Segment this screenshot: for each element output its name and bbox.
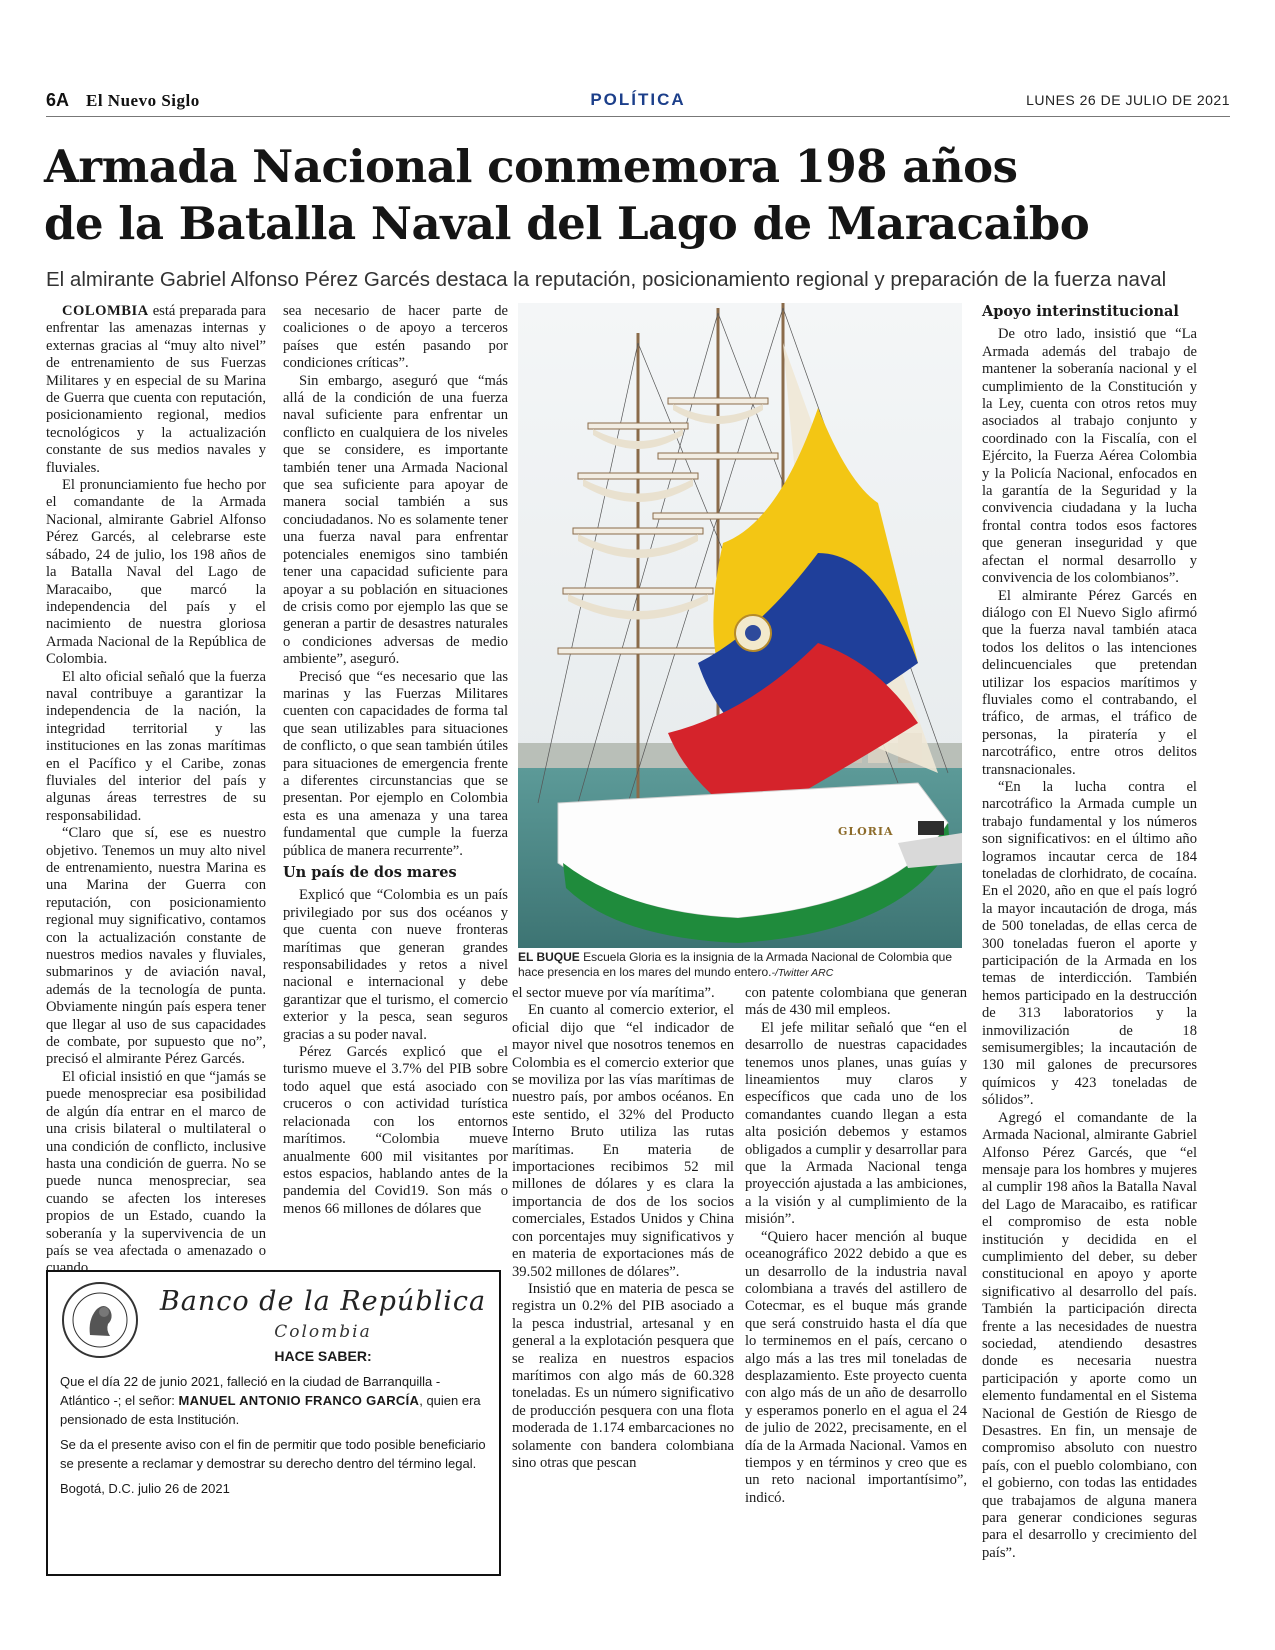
paragraph: “Claro que sí, ese es nuestro objetivo. Tenemos un muy alto nivel de entrenamiento, nuestra Marina es una Marina der Guerra con reputación, con posicionamiento regional muy significativo, contamos con la actualización constante de nuestros medios navales y fluviales, submarinos y de aviación naval, además de la tecnología de punta. Obviamente ningún país espera tener que llegar al uso de sus capacidades de combate, por supuesto que no”, precisó el almirante Pérez Garcés. [46, 825, 266, 1068]
ship-name-text: GLORIA [838, 825, 894, 838]
bank-name: Banco de la República [159, 1286, 487, 1317]
notice-text: Que el día 22 de junio 2021, falleció en la ciudad de Barranquilla - Atlántico -; el señor: [60, 1374, 441, 1408]
ship-photo [518, 303, 962, 948]
paragraph: con patente colombiana que generan más de 430 mil empleos. [745, 985, 967, 1019]
caption-text: Escuela Gloria es la insignia de la Armada Nacional de Colombia que hace presencia en los mares del mundo entero. [518, 950, 953, 979]
paragraph: “Quiero hacer mención al buque oceanográfico 2022 debido a que es un desarrollo de la industria naval colombiana a través del astillero de Cotecmar, es el buque más grande que será construido hasta el día que lo terminemos en el país, cercano o algo más a las tres mil toneladas de desplazamiento. Este proyecto cuenta con algo más de un año de desarrollo y esperamos ponerlo en el agua el 24 de julio de 2022, precisamente, en el día de la Armada Nacional. Vamos en tiempos y en términos y creo que es un reto nacional importantísimo”, indicó. [745, 1228, 967, 1506]
page-number: 6A [46, 90, 70, 110]
bank-seal-logo [60, 1280, 140, 1360]
page-header [46, 90, 1230, 116]
photo-caption [518, 950, 962, 981]
paragraph [46, 303, 266, 477]
headline [44, 138, 1234, 252]
subheadline: El almirante Gabriel Alfonso Pérez Garcés destaca la reputación, posicionamiento regional y preparación de la fuerza naval [46, 268, 1167, 291]
issue-date: LUNES 26 DE JULIO DE 2021 [1026, 92, 1230, 108]
paragraph: Insistió que en materia de pesca se registra un 0.2% del PIB asociado a la pesca industrial, artesanal y en general a la explotación pesquera que se realiza en nuestros espacios marítimos con algo más de 60.328 toneladas. Es un número significativo de producción pesquera con una flota moderada de 1.174 embarcaciones no solamente con bandera colombiana sino otras que pescan [512, 1280, 734, 1471]
paragraph: “En la lucha contra el narcotráfico la Armada cumple un trabajo fundamental y los números son significativos: en el último año logramos incautar cerca de 184 toneladas de clorhidrato, de cocaína. En el 2020, año en que el país logró la mayor incautación de droga, más de 500 toneladas, de ellas cerca de 300 toneladas fueron el aporte y participación de la Armada en los temas de interdicción. También hemos participado en la destrucción de 313 laboratorios y la inmovilización de 18 semisumergibles; la incautación de 130 mil galones de precursores químicos y 423 toneladas de sólidos”. [982, 778, 1197, 1109]
paragraph: El almirante Pérez Garcés en diálogo con El Nuevo Siglo afirmó que la fuerza naval también ataca todos los delitos o las intenciones delincuenciales que pretendan utilizar los espacios marítimos y fluviales como el contrabando, el tráfico, de armas, el tráfico de personas, la piratería y el narcotráfico, entre otros delitos transnacionales. [982, 587, 1197, 778]
paragraph: Precisó que “es necesario que las marinas y las Fuerzas Militares cuenten con capacidades de forma tal que sean utilizables para situaciones de conflicto, o que sean también útiles para situaciones de emergencia frente a diferentes circunstancias que se presentan. Por ejemplo en Colombia esta es una amenaza y una tarea fundamental que cumple la fuerza pública de manera recurrente”. [283, 668, 508, 859]
paragraph: Agregó el comandante de la Armada Nacional, almirante Gabriel Alfonso Pérez Garcés, que “el mensaje para los hombres y mujeres al cumplir 198 años la Batalla Naval del Lago de Maracaibo, es ratificar el compromiso de esta noble institución y decidida en el cumplimiento del deber, su deber constitucional en apoyo y aporte significativo al desarrollo del país. También la participación directa frente a las necesidades de nuestra sociedad, atendiendo desastres donde es necesaria nuestra participación y aporte como un elemento fundamental en el Sistema Nacional de Gestión de Riesgo de Desastres. En fin, un mensaje de compromiso absoluto con nuestro país, con el pueblo colombiano, con el gobierno, con todas las entidades que trabajamos de alguna manera para generar condiciones seguras para el desarrollo y crecimiento del país”. [982, 1109, 1197, 1561]
notice-paragraph: Se da el presente aviso con el fin de permitir que todo posible beneficiario se presente a reclamar y demostrar su derecho dentro del término legal. [60, 1437, 486, 1471]
paragraph: El pronunciamiento fue hecho por el comandante de la Armada Nacional, almirante Gabriel Alfonso Pérez Garcés, al celebrarse este sábado, 24 de julio, los 198 años de la Batalla Naval del Lago de Maracaibo, que marcó la independencia del país y el nacimiento de nuestra gloriosa Armada Nacional de la República de Colombia. [46, 477, 266, 668]
paragraph: sea necesario de hacer parte de coaliciones o de apoyo a terceros países que estén pasando por condiciones críticas”. [283, 303, 508, 372]
article-column-5 [982, 303, 1197, 1613]
article-column-2 [283, 303, 508, 1241]
article-column-4 [745, 985, 967, 1605]
masthead: El Nuevo Siglo [86, 91, 200, 110]
paragraph: el sector mueve por vía marítima”. [512, 985, 715, 1001]
paragraph: De otro lado, insistió que “La Armada además del trabajo de mantener la soberanía nacional y el cumplimiento de la Constitución y la Ley, cuenta con otros retos muy asociados al trabajo conjunto y coordinado con la Fiscalía, con el Ejército, la Fuerza Aérea Colombia y la Policía Nacional, enfocados en la garantía de la Seguridad y la convivencia ciudadana y la lucha frontal contra todos esos factores que generan inseguridad y que afectan el normal desarrollo y convivencia de los colombianos”. [982, 326, 1197, 587]
paragraph: El jefe militar señaló que “en el desarrollo de nuestras capacidades tenemos unos planes, unas guías y lineamientos muy claros y específicos que cada uno de los comandantes cuando llegan a esta alta posición debemos y estamos obligados a cumplir y desarrollar para que la Armada Nacional tenga proyección ajustada a las ambiciones, a la visión y al cumplimiento de la misión”. [745, 1019, 967, 1228]
notice-paragraph [60, 1372, 488, 1429]
paragraph: El oficial insistió en que “jamás se puede menospreciar esa posibilidad de algún día entrar en el marco de una crisis bilateral o multilateral o una condición de conflicto, inclusive hasta una condición de guerra. No se puede nunca menospreciar, sea cuando se afecten los intereses propios de un Estado, cuando la soberanía y la supervivencia de un país se vea afectada o amenazado o cuando [46, 1068, 266, 1277]
photo-credit: -/Twitter ARC [771, 967, 834, 979]
notice-body [60, 1372, 488, 1504]
bank-notice [46, 1270, 501, 1576]
paragraph-text: está preparada para enfrentar las amenazas internas y externas gracias al “muy alto nivel” de entrenamiento de sus Fuerzas Militares y en especial de su Marina de Guerra que cuenta con reputación, posicionamiento regional, medios tecnológicos y la actualización constante de sus medios navales y fluviales. [46, 303, 266, 476]
notice-heading: HACE SABER: [274, 1348, 372, 1364]
paragraph: Explicó que “Colombia es un país privilegiado por sus dos océanos y que cuenta con nueve fronteras marítimas que generan grandes responsabilidades y retos a nivel nacional e internacional y debe garantizar que el turismo, el comercio exterior y la pesca, sean seguros gracias a su poder naval. [283, 887, 508, 1043]
header-rule [46, 116, 1230, 117]
section-label: POLÍTICA [590, 90, 686, 109]
bank-country: Colombia [274, 1322, 372, 1342]
paragraph: El alto oficial señaló que la fuerza naval contribuye a garantizar la independencia de la nación, la integridad territorial y las instituciones en las zonas marítimas en el Pacífico y el Caribe, zonas fluviales del interior del país y algunas áreas terrestres de su responsabilidad. [46, 668, 266, 824]
section-subheading: Apoyo interinstitucional [982, 303, 1179, 320]
paragraph: Pérez Garcés explicó que el turismo mueve el 3.7% del PIB sobre todo aquel que está asociado con cruceros o con actividad turística relacionada con los entornos marítimos. “Colombia mueve anualmente 600 mil visitantes por estos espacios, hablando antes de la pandemia del Covid19. Son más o menos 66 millones de dólares que [283, 1044, 508, 1217]
paragraph: Sin embargo, aseguró que “más allá de la condición de una fuerza naval suficiente para enfrentar un conflicto en cualquiera de los niveles que se considere, es importante también tener una Armada Nacional que sea suficiente para apoyar de manera social también a sus conciudadanos. No es solamente tener una fuerza naval para enfrentar potenciales enemigos sino también tener una capacidad suficiente para apoyar a su población en situaciones de crisis como por ejemplo las que se generan a partir de desastres naturales o condiciones adversas de medio ambiente”, aseguró. [283, 372, 508, 668]
headline-line-2: de la Batalla Naval del Lago de Maracaibo [44, 197, 1090, 250]
headline-line-1: Armada Nacional conmemora 198 años [44, 140, 1018, 193]
article-column-3 [512, 985, 734, 1605]
notice-signature: Bogotá, D.C. julio 26 de 2021 [60, 1481, 230, 1496]
caption-label: EL BUQUE [518, 950, 580, 964]
article-column-1 [46, 303, 266, 1277]
deceased-name: MANUEL ANTONIO FRANCO GARCÍA [178, 1393, 420, 1408]
section-subheading: Un país de dos mares [283, 864, 457, 881]
notice-text: , quien era pensionado de esta Institución. [60, 1393, 481, 1427]
paragraph: En cuanto al comercio exterior, el oficial dijo que “el indicador de mayor nivel que nosotros tenemos en Colombia es el comercio exterior que se moviliza por las vías marítimas de nuestro país, por ambos océanos. En este sentido, el 32% del Producto Interno Bruto utiliza las rutas marítimas. En materia de importaciones recibimos 52 mil millones de dólares y es clara la importancia de dos de los socios comerciales, Estados Unidos y China con porcentajes muy significativos y en materia de exportaciones más de 39.502 millones de dólares”. [512, 1002, 734, 1280]
lead-word: COLOMBIA [62, 303, 149, 319]
